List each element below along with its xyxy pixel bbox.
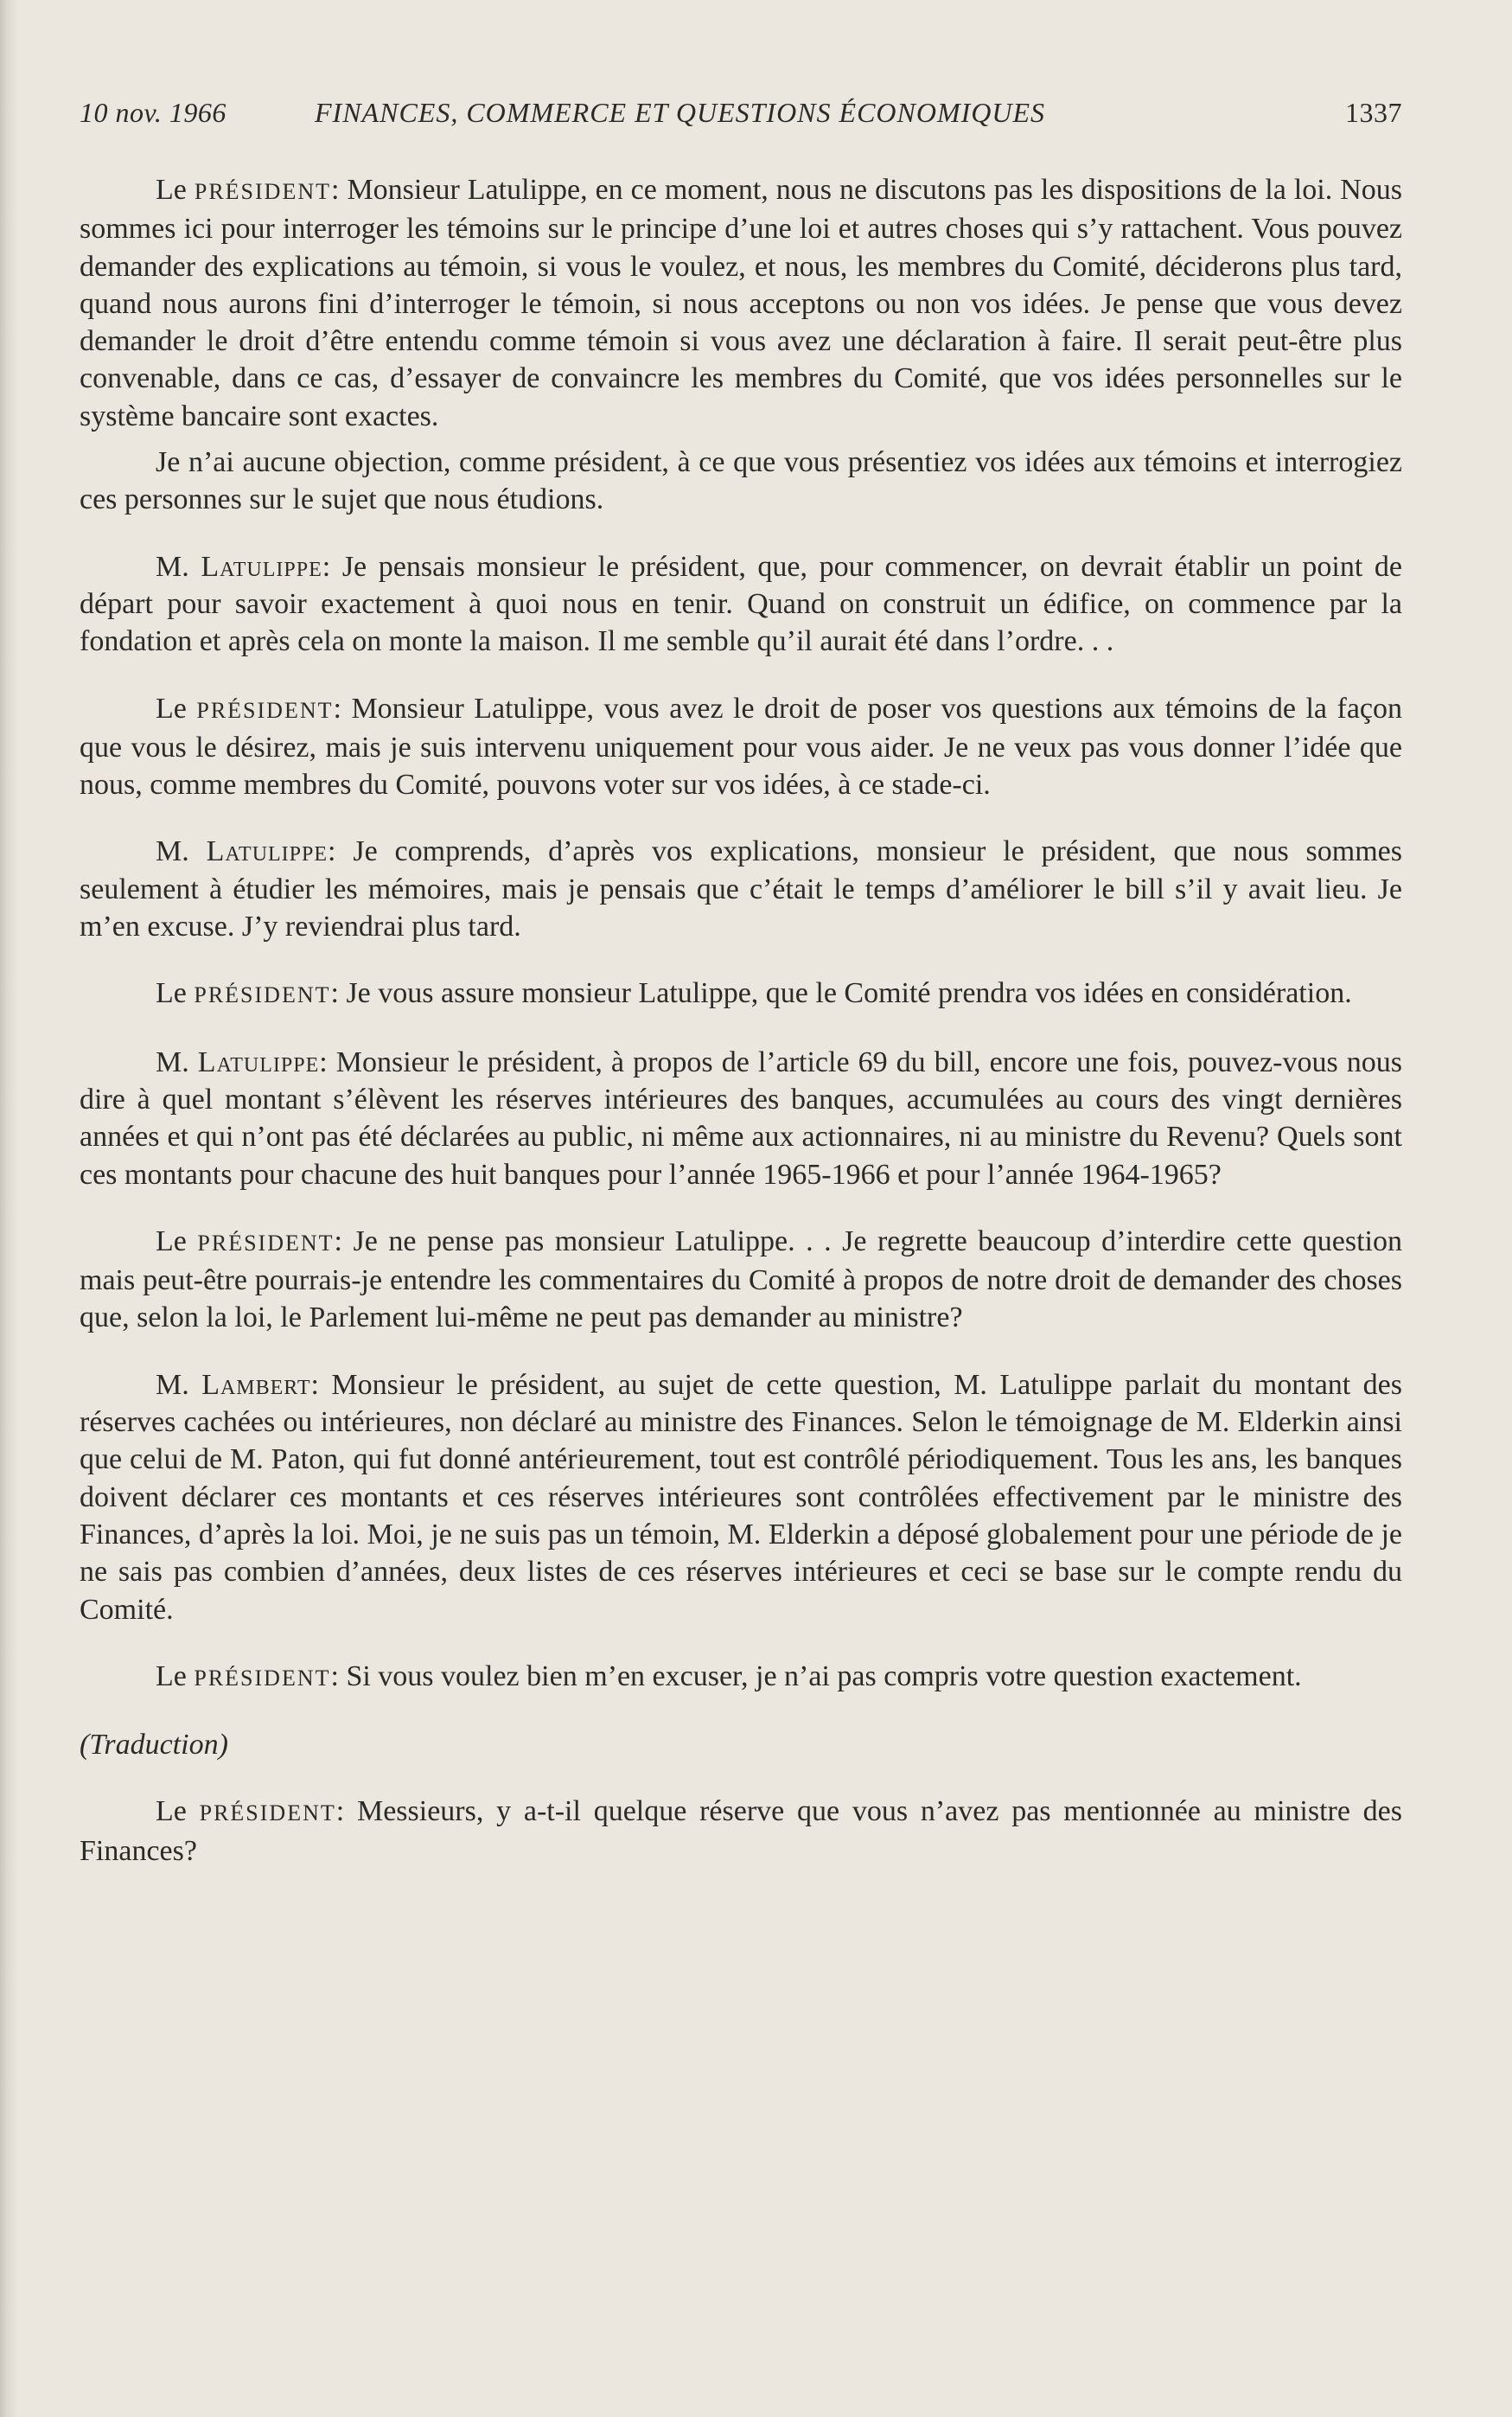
paragraph-text: Je ne pense pas monsieur Latulippe. . . Je regrette beaucoup d’interdire cette question mais peut-être pourrais-je entendre les commentaires du Comité à propos de notre droit de demander des choses que, selon la loi, le Parlement lui-même ne peut pas demander au ministre? <box>80 1224 1403 1334</box>
paragraph-text: Messieurs, y a-t-il quelque réserve que vous n’avez pas mentionnée au ministre des Finances? <box>80 1795 1403 1867</box>
speaker-president: PRÉSIDENT <box>197 1230 335 1256</box>
speaker-le: Le <box>156 1224 187 1257</box>
paragraph-text: Je vous assure monsieur Latulippe, que le Comité prendra vos idées en considération. <box>346 977 1352 1010</box>
speaker-le: Le <box>156 1659 187 1692</box>
speaker-president: PRÉSIDENT <box>194 982 331 1008</box>
speaker-latulippe: Latulippe <box>206 835 329 868</box>
header-date: 10 nov. 1966 <box>80 97 226 128</box>
header-title: FINANCES, COMMERCE ET QUESTIONS ÉCONOMIQUES <box>315 97 1046 128</box>
speaker-latulippe: Latulippe <box>197 1045 320 1078</box>
speaker-president: PRÉSIDENT <box>196 697 334 723</box>
paragraph-text: Monsieur Latulippe, vous avez le droit de poser vos questions aux témoins de la façon que vous le désirez, mais je suis intervenu uniquement pour vous aider. Je ne veux pas vous donner l’idée que nous, comme membres du Comité, pouvons voter sur vos idées, à ce stade-ci. <box>80 692 1403 802</box>
speaker-m: M. <box>156 835 189 868</box>
paragraph-president-2 <box>80 444 1402 519</box>
paragraph-latulippe-1: M. Latulippe: Je pensais monsieur le président, que, pour commencer, on devrait établir un point de départ pour savoir exactement à quoi nous en tenir. Quand on construit un édifice, on commence par la fondation et après cela on monte la maison. Il me semble qu’il aurait été dans l’ordre. . . <box>80 550 1403 658</box>
paragraph-text: Monsieur le président, au sujet de cette question, M. Latulippe parlait du montant des réserves cachées ou intérieures, non déclaré au ministre des Finances. Selon le témoignage de M. Elderkin ainsi que celui de M. Paton, qui fut donné antérieurement, tout est contrôlé périodiquement. Tous les ans, les banques doivent déclarer ces montants et ces réserves intérieures sont contrôlées effectivement par le ministre des Finances, d’après la loi. Moi, je ne suis pas un témoin, M. Elderkin a déposé globalement pour une période de je ne sais pas combien d’années, deux listes de ces réserves intérieures et ceci se base sur le compte rendu du Comité. <box>80 1368 1403 1626</box>
paragraph-president-6: Le PRÉSIDENT: Si vous voulez bien m’en excuser, je n’ai pas compris votre question exactement. <box>156 1659 1302 1692</box>
speaker-latulippe: Latulippe <box>201 550 322 583</box>
speaker-m: M. <box>156 1368 189 1401</box>
paragraph-text: Si vous voulez bien m’en excuser, je n’ai pas compris votre question exactement. <box>346 1659 1302 1692</box>
document-body <box>80 171 1402 1870</box>
page-number: 1337 <box>1345 97 1402 128</box>
traduction-label: (Traduction) <box>80 1729 228 1762</box>
paragraph-lambert-1: M. Lambert: Monsieur le président, au sujet de cette question, M. Latulippe parlait du montant des réserves cachées ou intérieures, non déclaré au ministre des Finances. Selon le témoignage de M. Elderkin ainsi que celui de M. Paton, qui fut donné antérieurement, tout est contrôlé périodiquement. Tous les ans, les banques doivent déclarer ces montants et ces réserves intérieures sont contrôlées effectivement par le ministre des Finances, d’après la loi. Moi, je ne suis pas un témoin, M. Elderkin a déposé globalement pour une période de je ne sais pas combien d’années, deux listes de ces réserves intérieures et ceci se base sur le compte rendu du Comité. <box>80 1368 1403 1626</box>
speaker-m: M. <box>156 550 189 583</box>
paragraph-text: Monsieur Latulippe, en ce moment, nous ne discutons pas les dispositions de la loi. Nous sommes ici pour interroger les témoins sur le principe d’une loi et autres choses qui s’y rattachent. Vous pouvez demander des explications au témoin, si vous le voulez, et nous, les membres du Comité, déciderons plus tard, quand nous aurons fini d’interroger le témoin, si nous acceptons ou non vos idées. Je pense que vous devez demander le droit d’être entendu comme témoin si vous avez une déclaration à faire. Il serait peut-être plus convenable, dans ce cas, d’essayer de convaincre les membres du Comité, que vos idées personnelles sur le système bancaire sont exactes. <box>80 174 1402 432</box>
speaker-le: Le <box>156 977 187 1010</box>
paragraph-president-5: Le PRÉSIDENT: Je ne pense pas monsieur Latulippe. . . Je regrette beaucoup d’interdire cette question mais peut-être pourrais-je entendre les commentaires du Comité à propos de notre droit de demander des choses que, selon la loi, le Parlement lui-même ne peut pas demander au ministre? <box>80 1224 1403 1334</box>
speaker-m: M. <box>156 1045 189 1078</box>
paragraph-latulippe-3: M. Latulippe: Monsieur le président, à propos de l’article 69 du bill, encore une fois, pouvez-vous nous dire à quel montant s’élèvent les réserves intérieures des banques, accumulées au cours des vingt dernières années et qui n’ont pas été déclarées au public, ni même aux actionnaires, ni au ministre du Revenu? Quels sont ces montants pour chacune des huit banques pour l’année 1965-1966 et pour l’année 1964-1965? <box>80 1045 1403 1191</box>
speaker-le: Le <box>156 174 187 206</box>
paragraph-latulippe-2: M. Latulippe: Je comprends, d’après vos explications, monsieur le président, que nous sommes seulement à étudier les mémoires, mais je pensais que c’était le temps d’améliorer le bill s’il y avait lieu. Je m’en excuse. J’y reviendrai plus tard. <box>80 835 1402 943</box>
speaker-le: Le <box>156 1795 187 1828</box>
paragraph-president-7: Le PRÉSIDENT: Messieurs, y a-t-il quelque réserve que vous n’avez pas mentionnée au ministre des Finances? <box>80 1795 1403 1867</box>
speaker-president: PRÉSIDENT <box>199 1800 336 1826</box>
paragraph-text: Je pensais monsieur le président, que, pour commencer, on devrait établir un point de départ pour savoir exactement à quoi nous en tenir. Quand on construit un édifice, on commence par la fondation et après cela on monte la maison. Il me semble qu’il aurait été dans l’ordre. . . <box>80 550 1403 658</box>
paragraph-president-3: Le PRÉSIDENT: Monsieur Latulippe, vous avez le droit de poser vos questions aux témoins de la façon que vous le désirez, mais je suis intervenu uniquement pour vous aider. Je ne veux pas vous donner l’idée que nous, comme membres du Comité, pouvons voter sur vos idées, à ce stade-ci. <box>80 692 1403 802</box>
speaker-lambert: Lambert <box>201 1368 311 1401</box>
paragraph-text: Je n’ai aucune objection, comme président, à ce que vous présentiez vos idées aux témoins et interrogiez ces personnes sur le sujet que nous étudions. <box>80 446 1402 516</box>
speaker-president: PRÉSIDENT <box>194 1665 331 1691</box>
binding-edge <box>0 0 19 2417</box>
speaker-president: PRÉSIDENT <box>194 179 331 204</box>
speaker-le: Le <box>156 692 187 725</box>
paragraph-president-4: Le PRÉSIDENT: Je vous assure monsieur Latulippe, que le Comité prendra vos idées en considération. <box>156 977 1352 1010</box>
paragraph-text: Je comprends, d’après vos explications, monsieur le président, que nous sommes seulement à étudier les mémoires, mais je pensais que c’était le temps d’améliorer le bill s’il y avait lieu. Je m’en excuse. J’y reviendrai plus tard. <box>80 835 1402 943</box>
running-header <box>80 97 1402 135</box>
paragraph-president-1: Le PRÉSIDENT: Monsieur Latulippe, en ce moment, nous ne discutons pas les dispositions de la loi. Nous sommes ici pour interroger les témoins sur le principe d’une loi et autres choses qui s’y rattachent. Vous pouvez demander des explications au témoin, si vous le voulez, et nous, les membres du Comité, déciderons plus tard, quand nous aurons fini d’interroger le témoin, si nous acceptons ou non vos idées. Je pense que vous devez demander le droit d’être entendu comme témoin si vous avez une déclaration à faire. Il serait peut-être plus convenable, dans ce cas, d’essayer de convaincre les membres du Comité, que vos idées personnelles sur le système bancaire sont exactes. <box>80 174 1402 432</box>
paragraph-text: Monsieur le président, à propos de l’article 69 du bill, encore une fois, pouvez-vous nous dire à quel montant s’élèvent les réserves intérieures des banques, accumulées au cours des vingt dernières années et qui n’ont pas été déclarées au public, ni même aux actionnaires, ni au ministre du Revenu? Quels sont ces montants pour chacune des huit banques pour l’année 1965-1966 et pour l’année 1964-1965? <box>80 1045 1403 1191</box>
